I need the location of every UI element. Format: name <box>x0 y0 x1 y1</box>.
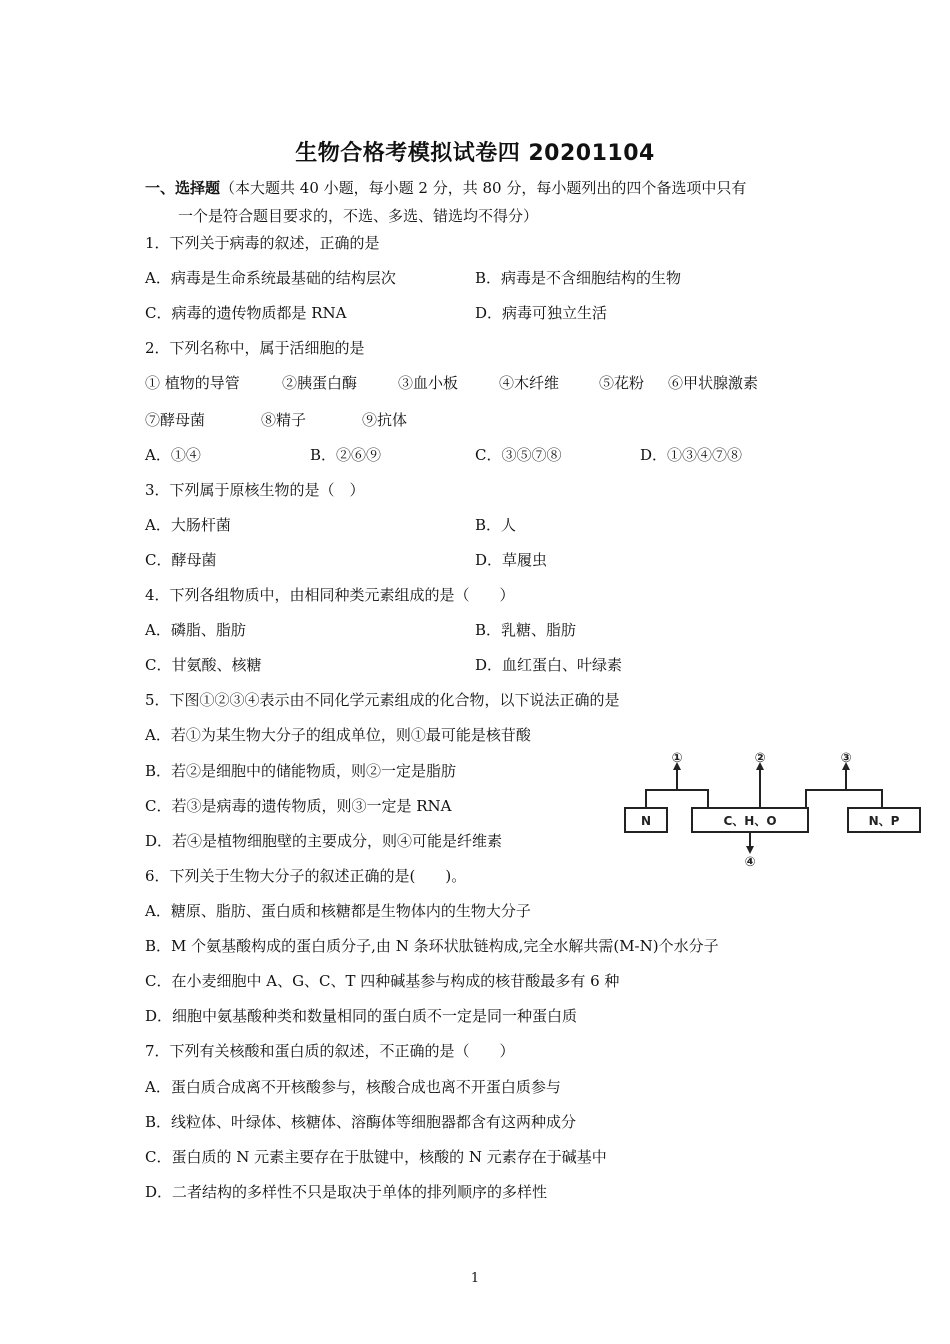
q1-option-a: A．病毒是生命系统最基础的结构层次 <box>145 269 396 287</box>
q6-option-b: B．M 个氨基酸构成的蛋白质分子,由 N 条环状肽链构成,完全水解共需(M-N)个水分子 <box>145 937 719 955</box>
q2-item-4: ④木纤维 <box>499 374 560 392</box>
q1-option-c: C．病毒的遗传物质都是 RNA <box>145 304 347 322</box>
marker-2: ② <box>754 751 766 766</box>
q3-option-c: C．酵母菌 <box>145 551 217 569</box>
q4-option-d: D．血红蛋白、叶绿素 <box>475 656 623 674</box>
q3-option-a: A．大肠杆菌 <box>145 516 231 534</box>
q6-option-c: C．在小麦细胞中 A、G、C、T 四种碱基参与构成的核苷酸最多有 6 种 <box>145 972 620 990</box>
q1-stem: 1．下列关于病毒的叙述，正确的是 <box>145 234 380 252</box>
q2-option-b: B．②⑥⑨ <box>310 446 382 464</box>
q3-option-d: D．草履虫 <box>475 551 548 569</box>
q4-option-b: B．乳糖、脂肪 <box>475 621 577 639</box>
q7-option-d: D．二者结构的多样性不只是取决于单体的排列顺序的多样性 <box>145 1183 548 1201</box>
q6-option-d: D．细胞中氨基酸种类和数量相同的蛋白质不一定是同一种蛋白质 <box>145 1007 578 1025</box>
q1-option-b: B．病毒是不含细胞结构的生物 <box>475 269 682 287</box>
marker-4: ④ <box>744 855 756 870</box>
section-note-1: （本大题共 40 小题，每小题 2 分，共 80 分，每小题列出的四个备选项中只有 <box>220 179 747 197</box>
box-np-label: N、P <box>868 814 900 828</box>
q2-item-2: ②胰蛋白酶 <box>282 374 358 392</box>
q7-option-b: B．线粒体、叶绿体、核糖体、溶酶体等细胞器都含有这两种成分 <box>145 1113 577 1131</box>
page-number: 1 <box>470 1271 480 1286</box>
q2-item-7: ⑦酵母菌 <box>145 411 206 429</box>
marker-3: ③ <box>840 751 852 766</box>
page-title: 生物合格考模拟试卷四 20201104 <box>295 141 655 166</box>
q4-stem: 4．下列各组物质中，由相同种类元素组成的是（ ） <box>145 586 515 604</box>
marker-1: ① <box>671 751 683 766</box>
q6-stem: 6．下列关于生物大分子的叙述正确的是( )。 <box>145 867 467 885</box>
q4-option-c: C．甘氨酸、核糖 <box>145 656 262 674</box>
q2-item-3: ③血小板 <box>398 374 459 392</box>
q2-item-5: ⑤花粉 <box>599 374 645 392</box>
q2-option-c: C．③⑤⑦⑧ <box>475 446 562 464</box>
box-n-label: N <box>640 814 652 828</box>
section-note-2: 一个是符合题目要求的，不选、多选、错选均不得分） <box>178 207 539 225</box>
q4-option-a: A．磷脂、脂肪 <box>145 621 246 639</box>
section-header <box>145 178 746 198</box>
q7-option-c: C．蛋白质的 N 元素主要存在于肽键中，核酸的 N 元素存在于碱基中 <box>145 1148 607 1166</box>
q2-item-1: ① 植物的导管 <box>145 374 240 392</box>
q7-option-a: A．蛋白质合成离不开核酸参与，核酸合成也离不开蛋白质参与 <box>145 1078 561 1096</box>
element-compound-diagram <box>620 750 925 870</box>
q2-option-d: D．①③④⑦⑧ <box>640 446 743 464</box>
q7-stem: 7．下列有关核酸和蛋白质的叙述，不正确的是（ ） <box>145 1042 515 1060</box>
q5-option-a: A．若①为某生物大分子的组成单位，则①最可能是核苷酸 <box>145 726 531 744</box>
section-head: 一、选择题 <box>145 179 221 197</box>
q5-stem: 5．下图①②③④表示由不同化学元素组成的化合物，以下说法正确的是 <box>145 691 620 709</box>
q2-stem: 2．下列名称中，属于活细胞的是 <box>145 339 365 357</box>
q3-stem: 3．下列属于原核生物的是（ ） <box>145 481 365 499</box>
q3-option-b: B．人 <box>475 516 517 534</box>
q6-option-a: A．糖原、脂肪、蛋白质和核糖都是生物体内的生物大分子 <box>145 902 531 920</box>
q2-item-6: ⑥甲状腺激素 <box>668 374 759 392</box>
box-cho-label: C、H、O <box>723 814 777 828</box>
q2-item-8: ⑧精子 <box>261 411 307 429</box>
q2-item-9: ⑨抗体 <box>362 411 408 429</box>
q5-option-b: B．若②是细胞中的储能物质，则②一定是脂肪 <box>145 762 457 780</box>
q1-option-d: D．病毒可独立生活 <box>475 304 608 322</box>
q5-option-c: C．若③是病毒的遗传物质，则③一定是 RNA <box>145 797 452 815</box>
q5-option-d: D．若④是植物细胞壁的主要成分，则④可能是纤维素 <box>145 832 503 850</box>
q2-option-a: A．①④ <box>145 446 201 464</box>
